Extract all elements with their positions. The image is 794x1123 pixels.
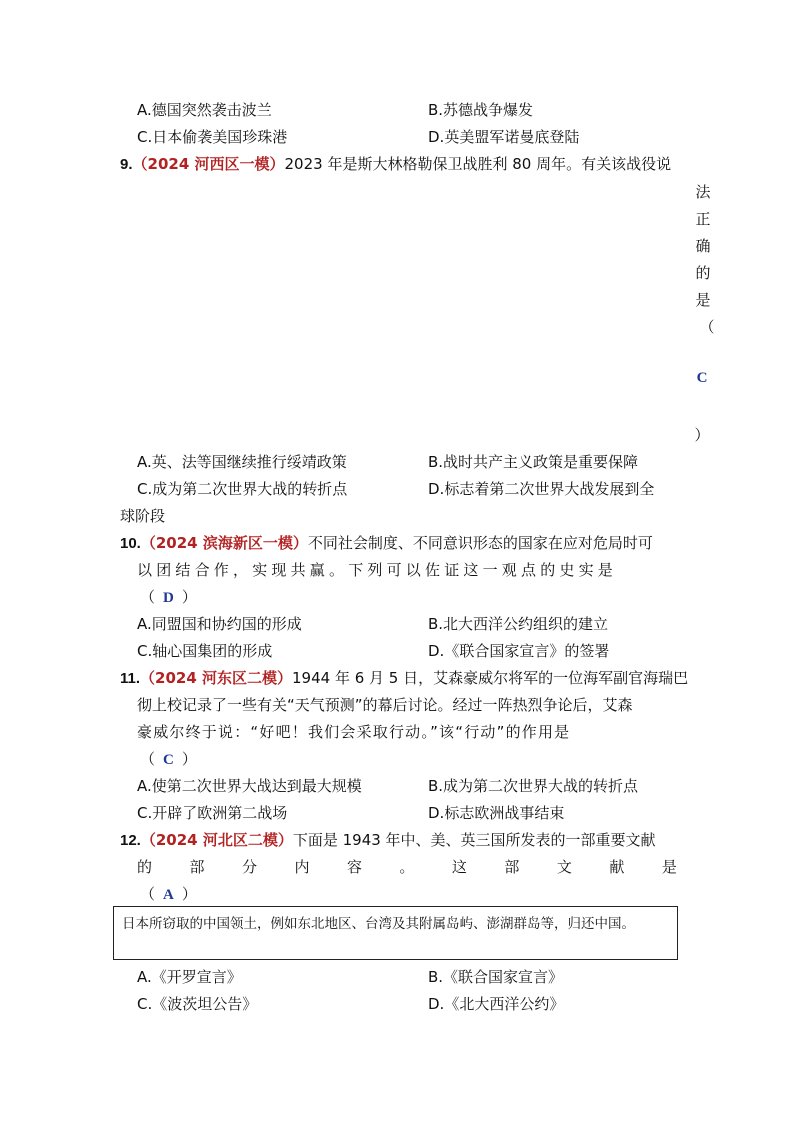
- q9-paren-close: ）: [694, 426, 710, 444]
- q10-option-a: A.同盟国和协约国的形成: [137, 615, 302, 633]
- q10-option-b: B.北大西洋公约组织的建立: [428, 615, 609, 633]
- quote-text: 日本所窃取的中国领土，例如东北地区、台湾及其附属岛屿、澎湖群岛等，归还中国。: [122, 916, 635, 932]
- stem-word: 献: [609, 858, 625, 876]
- q9-paren-open: （: [699, 318, 715, 336]
- stem-word: 内: [294, 858, 310, 876]
- q9-stem-vchar: 法: [695, 183, 711, 201]
- q12-option-d: D.《北大西洋公约》: [428, 995, 565, 1013]
- q11-option-a: A.使第二次世界大战达到最大规模: [137, 777, 362, 795]
- question-11-text-line3: 豪威尔终于说：“好吧！我们会采取行动。”该“行动”的作用是: [137, 723, 571, 741]
- q9-stem-vchar: 确: [695, 237, 711, 255]
- question-source: （2024 滨海新区一模）: [140, 534, 308, 552]
- question-number: 10.: [120, 535, 141, 552]
- stem-word: 的: [137, 858, 153, 876]
- question-9-stem: [120, 153, 671, 174]
- stem-word: 部: [189, 858, 205, 876]
- q11-answer-bracket: [140, 748, 197, 769]
- q9-stem-vchar: 是: [695, 291, 711, 309]
- question-number: 9.: [120, 156, 133, 173]
- question-source: （2024 河西区一模）: [132, 155, 285, 173]
- question-text: 下面是 1943 年中、美、英三国所发表的一部重要文献: [292, 831, 656, 849]
- question-12-stem: [120, 829, 656, 850]
- q9-stem-vchar: 正: [695, 210, 711, 228]
- stem-word: 是: [661, 858, 677, 876]
- q11-option-d: D.标志欧洲战事结束: [428, 804, 565, 822]
- stem-word: 容: [346, 858, 362, 876]
- stem-word: 部: [504, 858, 520, 876]
- question-number: 12.: [120, 832, 141, 849]
- paren-open: （: [140, 885, 156, 903]
- question-number: 11.: [120, 670, 141, 687]
- q9-option-d: D.标志着第二次世界大战发展到全: [428, 480, 655, 498]
- q9-stem-vchar: 的: [695, 264, 711, 282]
- stem-word: 。: [399, 858, 415, 876]
- q11-answer: C: [163, 752, 174, 768]
- paren-close: ）: [181, 750, 197, 768]
- question-10-text-line2: 以团结合作，实现共赢。下列可以佐证这一观点的史实是: [137, 561, 618, 579]
- stem-word: 分: [241, 858, 257, 876]
- question-text: 2023 年是斯大林格勒保卫战胜利 80 周年。有关该战役说: [284, 155, 672, 173]
- q10-option-c: C.轴心国集团的形成: [137, 642, 273, 660]
- q11-option-b: B.成为第二次世界大战的转折点: [428, 777, 639, 795]
- q8-option-d: D.英美盟军诺曼底登陆: [428, 128, 580, 146]
- q9-option-a: A.英、法等国继续推行绥靖政策: [137, 453, 347, 471]
- question-11-text-line2: 彻上校记录了一些有关“天气预测”的幕后讨论。经过一阵热烈争论后，艾森: [137, 696, 633, 714]
- q10-option-d: D.《联合国家宣言》的签署: [428, 642, 610, 660]
- q12-answer-bracket: [140, 883, 197, 904]
- q9-answer: C: [696, 370, 708, 386]
- q9-option-c: C.成为第二次世界大战的转折点: [137, 480, 348, 498]
- q10-answer-bracket: [140, 586, 197, 607]
- paren-close: ）: [181, 885, 197, 903]
- question-10-stem: [120, 532, 653, 553]
- q12-option-a: A.《开罗宣言》: [137, 968, 242, 986]
- q9-option-b: B.战时共产主义政策是重要保障: [428, 453, 639, 471]
- q8-option-b: B.苏德战争爆发: [428, 101, 534, 119]
- question-text: 不同社会制度、不同意识形态的国家在应对危局时可: [307, 534, 653, 552]
- stem-word: 文: [556, 858, 572, 876]
- q9-option-d-continued: 球阶段: [120, 507, 166, 525]
- stem-word: 这: [451, 858, 467, 876]
- q12-option-c: C.《波茨坦公告》: [137, 995, 258, 1013]
- q8-option-a: A.德国突然袭击波兰: [137, 101, 272, 119]
- question-source: （2024 河东区二模）: [140, 669, 293, 687]
- paren-close: ）: [181, 588, 197, 606]
- question-12-text-line2: [137, 856, 677, 877]
- paren-open: （: [140, 750, 156, 768]
- q10-answer: D: [163, 590, 174, 606]
- question-11-stem: [120, 667, 688, 688]
- question-source: （2024 河北区二模）: [140, 831, 293, 849]
- paren-open: （: [140, 588, 156, 606]
- q12-option-b: B.《联合国家宣言》: [428, 968, 564, 986]
- quote-box: [113, 906, 678, 960]
- q12-answer: A: [163, 887, 174, 903]
- question-text: 1944 年 6 月 5 日，艾森豪威尔将军的一位海军副官海瑞巴: [292, 669, 689, 687]
- q11-option-c: C.开辟了欧洲第二战场: [137, 804, 288, 822]
- q8-option-c: C.日本偷袭美国珍珠港: [137, 128, 288, 146]
